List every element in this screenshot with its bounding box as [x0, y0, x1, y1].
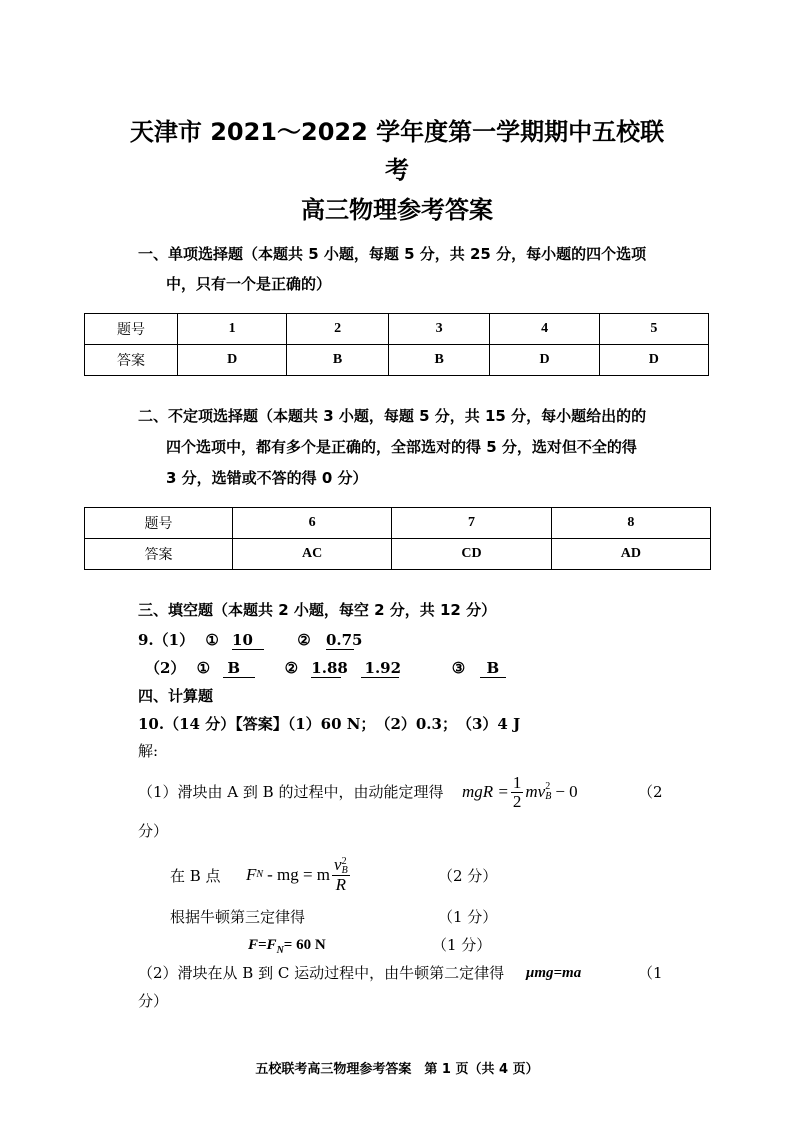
page-subtitle: 高三物理参考答案 [301, 196, 493, 224]
table-cell-answer: B [388, 345, 490, 376]
step4-sub: N [276, 945, 284, 956]
step2-text: 在 B 点 [170, 867, 221, 885]
eq1-lhs: mgR = [462, 782, 509, 801]
equation-newton-b [246, 850, 352, 900]
eq2-num-sub: B [341, 865, 348, 877]
step4-result [248, 935, 326, 961]
table-cell-answer: AC [233, 539, 392, 570]
blank-answer: 1.92 [361, 659, 399, 678]
table-cell-label: 答案 [85, 345, 178, 376]
eq2-num-scripts [342, 857, 348, 875]
q9-part2-label: （2） [145, 659, 186, 677]
eq1-scripts [545, 782, 551, 802]
eq2-denominator: R [335, 875, 347, 895]
score-label: 分） [138, 992, 169, 1010]
section3-heading: 三、填空题（本题共 2 小题，每空 2 分，共 12 分） [138, 601, 497, 619]
table-row [85, 314, 709, 345]
q9-part1-label: （1） [153, 631, 195, 649]
blank-answer: 10 [232, 631, 264, 650]
eq1-fraction [511, 774, 524, 811]
eq1-numerator: 1 [512, 772, 522, 792]
score-label: 分） [138, 822, 169, 840]
page-title-line-1: 天津市 2021～2022 学年度第一学期期中五校联 [129, 118, 665, 146]
blank-answer: B [480, 659, 506, 678]
score-label: （1 分） [432, 936, 492, 954]
q10-answer-summary: 10.（14 分）【答案】（1）60 N； （2）0.3； （3）4 J [138, 715, 521, 733]
table-cell-number: 5 [599, 314, 708, 345]
section2-answer-table [84, 507, 711, 570]
eq1-tail: − 0 [555, 782, 578, 801]
step5-text: （2）滑块在从 B 到 C 运动过程中，由牛顿第二定律得 [138, 964, 505, 982]
section2-heading-line-2: 四个选项中，都有多个是正确的，全部选对的得 5 分，选对但不全的得 [166, 438, 637, 456]
eq1-denominator: 2 [512, 791, 522, 811]
table-cell-number: 3 [388, 314, 490, 345]
step4-tail: = 60 N [283, 937, 326, 953]
table-cell-number: 8 [551, 508, 710, 539]
blank-marker: ① [196, 659, 211, 677]
section1-answer-table [84, 313, 709, 376]
table-cell-number: 4 [490, 314, 599, 345]
solution-label: 解: [138, 742, 159, 760]
blank-answer: 1.88 [311, 659, 348, 677]
step1-text: （1）滑块由 A 到 B 的过程中，由动能定理得 [138, 783, 444, 801]
eq1-sup: 2 [545, 781, 551, 792]
eq2-fraction [332, 856, 350, 894]
score-label: （1 [638, 964, 663, 982]
eq1-rhs: mv [525, 782, 546, 801]
blank-answer: B [223, 659, 255, 678]
step5-equation: μmg=ma [526, 965, 582, 981]
eq2-sub: N [256, 869, 264, 880]
blank-marker: ③ [451, 659, 466, 677]
section1-heading-line-1: 一、单项选择题（本题共 5 小题，每题 5 分，共 25 分，每小题的四个选项 [138, 245, 647, 263]
q9-label: 9. [138, 631, 154, 649]
table-cell-number: 1 [178, 314, 287, 345]
equation-energy [462, 770, 578, 814]
table-cell-label: 题号 [85, 508, 233, 539]
score-label: （2 分） [438, 867, 498, 885]
table-row [85, 539, 711, 570]
step4-text: F=F [248, 937, 277, 953]
section2-heading-line-1: 二、不定项选择题（本题共 3 小题，每题 5 分，共 15 分，每小题给出的的 [138, 407, 647, 425]
table-row [85, 508, 711, 539]
page-title-line-2: 考 [385, 156, 409, 184]
blank-marker: ② [297, 631, 311, 649]
table-cell-answer: D [178, 345, 287, 376]
blank-marker: ② [284, 659, 299, 677]
q9-part1 [138, 630, 363, 650]
table-cell-answer: B [287, 345, 389, 376]
q9-part2 [145, 658, 506, 678]
table-cell-label: 答案 [85, 539, 233, 570]
blank-marker: ① [205, 631, 219, 649]
score-label: （2 [638, 783, 663, 801]
eq2-num-sup: 2 [341, 856, 347, 868]
table-row [85, 345, 709, 376]
table-cell-number: 2 [287, 314, 389, 345]
eq1-sub: B [545, 791, 552, 802]
eq2-lhs: F [246, 865, 257, 884]
table-cell-number: 6 [233, 508, 392, 539]
eq2-num-v: v [334, 854, 342, 874]
table-cell-label: 题号 [85, 314, 178, 345]
section4-heading: 四、计算题 [138, 687, 214, 705]
table-cell-answer: CD [392, 539, 551, 570]
table-cell-answer: D [599, 345, 708, 376]
step3-text: 根据牛顿第三定律得 [170, 908, 306, 926]
table-cell-answer: AD [551, 539, 710, 570]
page-footer: 五校联考高三物理参考答案 第 1 页（共 4 页） [255, 1062, 539, 1077]
eq2-numerator [332, 856, 350, 876]
table-cell-number: 7 [392, 508, 551, 539]
section1-heading-line-2: 中，只有一个是正确的） [166, 275, 332, 293]
table-cell-answer: D [490, 345, 599, 376]
eq2-mid: - mg = m [267, 865, 331, 884]
blank-answer: 0.75 [325, 631, 363, 649]
score-label: （1 分） [438, 908, 498, 926]
section2-heading-line-3: 3 分，选错或不答的得 0 分） [166, 469, 368, 487]
